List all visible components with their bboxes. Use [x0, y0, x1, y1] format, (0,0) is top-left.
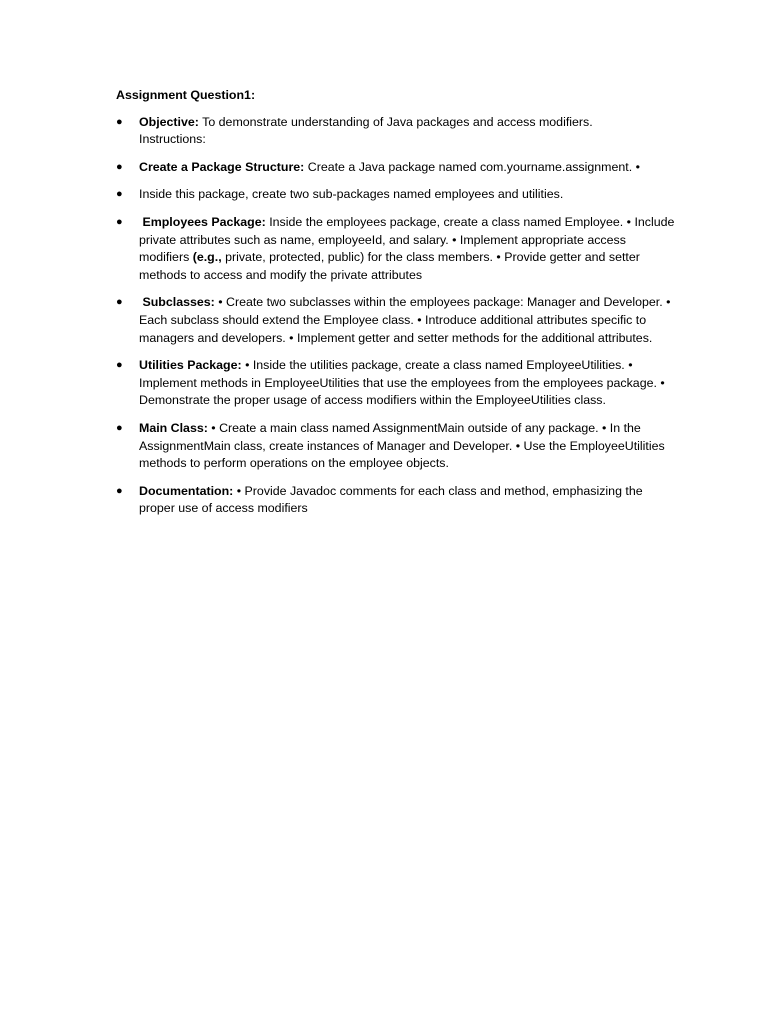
item-text: Create a Java package named com.yourname.assignment. •	[304, 159, 640, 174]
item-label: Objective:	[139, 114, 199, 129]
list-item-main-class	[116, 420, 678, 473]
document-title: Assignment Question1:	[116, 88, 256, 102]
bullet-icon: ●	[116, 160, 123, 173]
list-item-objective	[116, 114, 678, 149]
bullet-icon: ●	[116, 115, 123, 128]
list-item-subclasses	[116, 294, 678, 347]
list-item-documentation	[116, 483, 678, 518]
item-text: • Create two subclasses within the employees package: Manager and Developer. • Each subclass should extend the Employee class. • Introduce additional attributes specific to managers and developers. • Implement getter and setter methods for the additional attributes.	[139, 295, 671, 345]
item-text: • Create a main class named AssignmentMain outside of any package. • In the AssignmentMain class, create instances of Manager and Developer. • Use the EmployeeUtilities methods to perform operations on the employee objects.	[139, 420, 665, 471]
item-label: Subclasses:	[142, 295, 215, 310]
item-label: Documentation:	[139, 483, 234, 498]
item-text: • Inside the utilities package, create a class named EmployeeUtilities. • Implement methods in EmployeeUtilities that use the employees from the employees package. • Demonstrate the proper usage of access modifiers within the EmployeeUtilities class.	[139, 358, 665, 408]
instruction-list	[116, 114, 678, 518]
item-label: Create a Package Structure:	[139, 159, 305, 174]
item-label: Main Class:	[139, 420, 208, 435]
item-text: • Provide Javadoc comments for each class and method, emphasizing the proper use of access modifiers	[139, 483, 643, 516]
bullet-icon: ●	[116, 215, 123, 228]
item-text-bold: (e.g.,	[192, 250, 222, 265]
bullet-icon: ●	[116, 188, 123, 201]
bullet-icon: ●	[116, 484, 123, 497]
item-label: Utilities Package:	[139, 358, 242, 373]
item-label: Employees Package:	[142, 214, 266, 229]
list-item-sub-packages	[116, 186, 678, 204]
bullet-icon: ●	[116, 421, 123, 434]
list-item-employees-package	[116, 214, 678, 284]
bullet-icon: ●	[116, 296, 123, 309]
list-item-package-structure	[116, 159, 678, 177]
document-content	[116, 87, 678, 528]
item-text: To demonstrate understanding of Java packages and access modifiers.	[198, 114, 593, 129]
item-text: Inside this package, create two sub-packages named employees and utilities.	[139, 187, 564, 202]
item-text: private, protected, public) for the class members. • Provide getter and setter methods to access and modify the private attributes	[139, 250, 640, 282]
list-item-utilities-package	[116, 357, 678, 410]
item-text: Inside the employees package, create a class named Employee. • Include private attributes such as name, employeeId, and salary. • Implement appropriate access modifiers	[139, 214, 675, 265]
bullet-icon: ●	[116, 359, 123, 372]
item-text-line2: Instructions:	[139, 132, 206, 147]
